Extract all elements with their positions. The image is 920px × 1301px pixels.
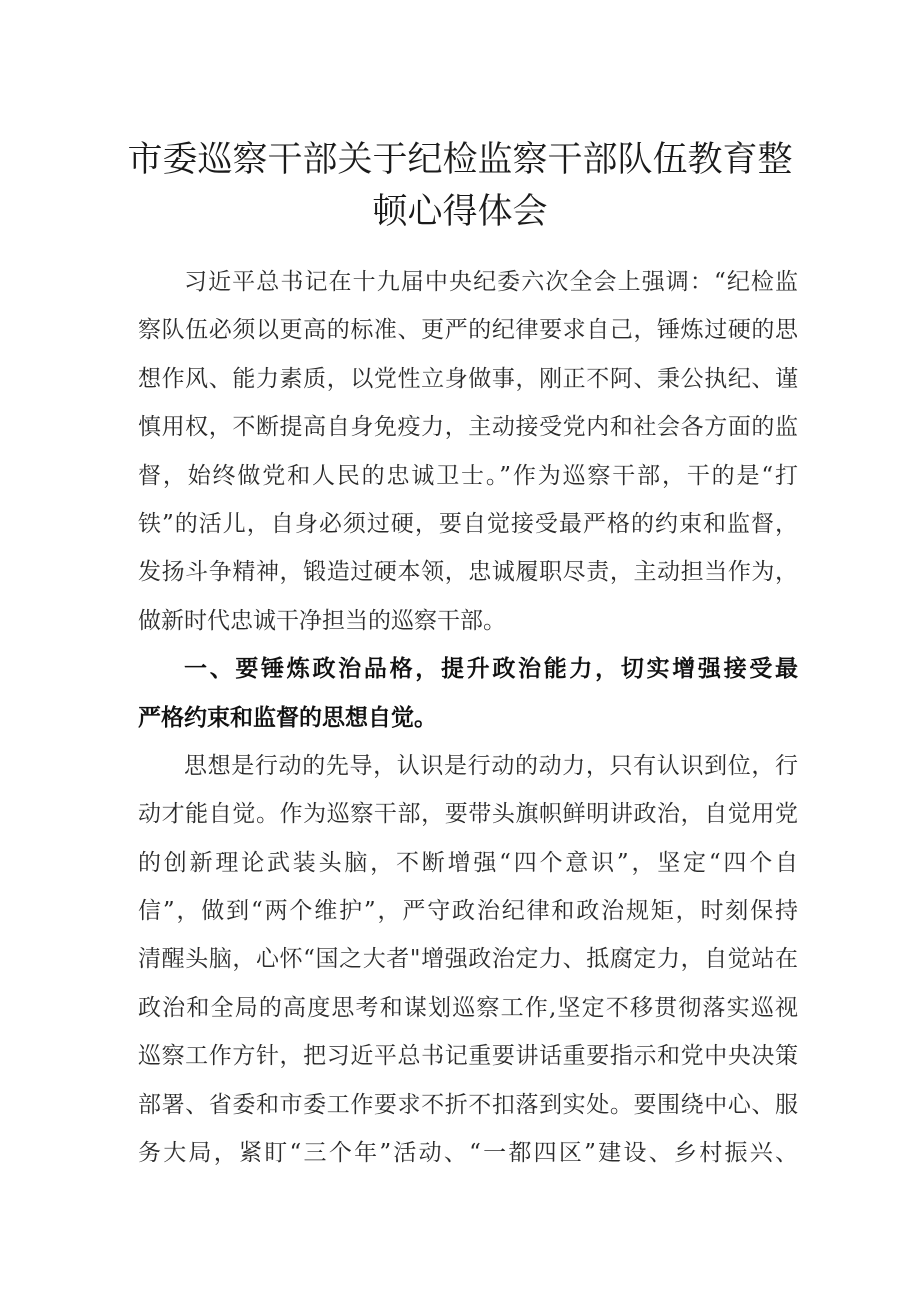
paragraph-line: 慎用权，不断提高自身免疫力，主动接受党内和社会各方面的监 [138,414,798,441]
title-line-1: 市委巡察干部关于纪检监察干部队伍教育整 [127,140,793,180]
document-title [0,134,920,238]
heading-line: 一、要锤炼政治品格，提升政治能力，切实增强接受最 [184,656,798,683]
paragraph-line: 督，始终做党和人民的忠诚卫士。”作为巡察干部，干的是“打 [138,462,798,489]
paragraph-line: 部署、省委和市委工作要求不折不扣落到实处。要围绕中心、服 [138,1091,798,1118]
paragraph-intro [138,258,798,645]
paragraph-line: 政治和全局的高度思考和谋划巡察工作,坚定不移贯彻落实巡视 [138,994,798,1021]
title-line-2: 顿心得体会 [372,192,548,232]
paragraph-line: 察队伍必须以更高的标准、更严的纪律要求自己，锤炼过硬的思 [138,317,798,344]
paragraph-line: 巡察工作方针，把习近平总书记重要讲话重要指示和党中央决策 [138,1043,798,1070]
paragraph-line: 动才能自觉。作为巡察干部，要带头旗帜鲜明讲政治，自觉用党 [138,801,798,828]
heading-line: 严格约束和监督的思想自觉。 [138,704,437,731]
document-body [138,258,798,1177]
paragraph-line: 铁”的活儿，自身必须过硬，要自觉接受最严格的约束和监督， [138,510,798,537]
paragraph-line: 务大局，紧盯“三个年”活动、“一都四区”建设、乡村振兴、 [138,1140,798,1167]
paragraph-line: 想作风、能力素质，以党性立身做事，刚正不阿、秉公执纪、谨 [138,365,798,392]
paragraph-line: 清醒头脑，心怀“国之大者"增强政治定力、抵腐定力，自觉站在 [138,946,798,973]
paragraph-line: 的创新理论武装头脑，不断增强“四个意识”，坚定“四个自 [138,849,798,876]
paragraph-line: 习近平总书记在十九届中央纪委六次全会上强调：“纪检监 [184,269,798,295]
paragraph-section-1 [138,742,798,1178]
paragraph-line: 信”，做到“两个维护”，严守政治纪律和政治规矩，时刻保持 [138,898,798,925]
section-heading-1 [138,645,798,742]
paragraph-line: 发扬斗争精神，锻造过硬本领，忠诚履职尽责，主动担当作为， [138,559,798,586]
paragraph-line: 做新时代忠诚干净担当的巡察干部。 [138,607,506,634]
paragraph-line: 思想是行动的先导，认识是行动的动力，只有认识到位，行 [184,752,798,779]
